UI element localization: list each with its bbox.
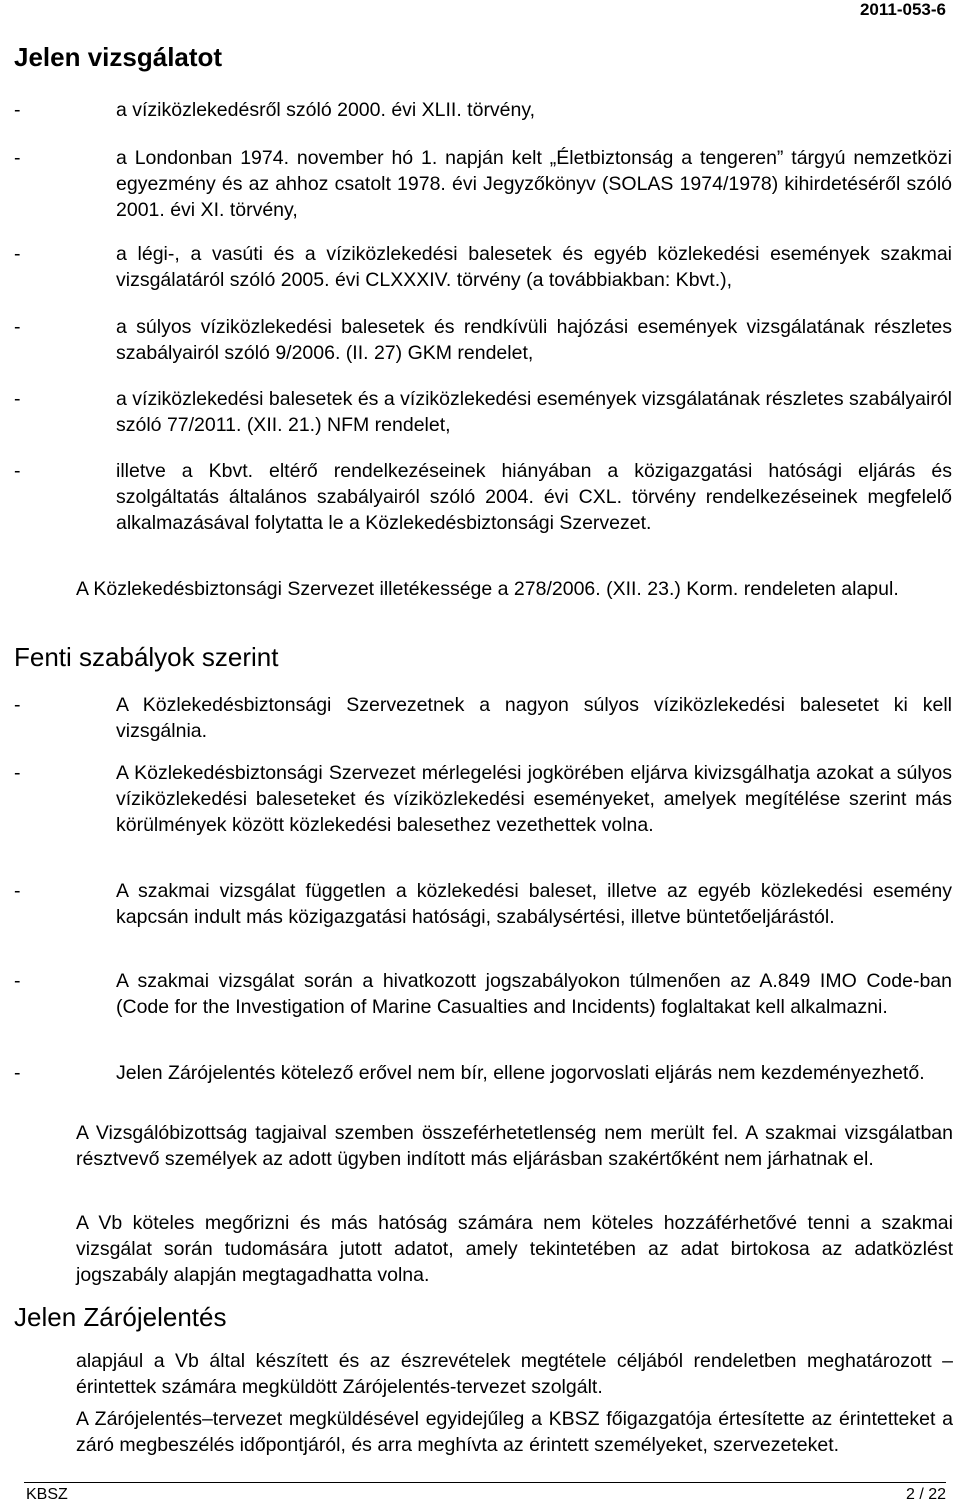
- page-footer: [24, 1482, 946, 1505]
- list-item: - a légi-, a vasúti és a víziközlekedési balesetek és egyéb közlekedési események szakmai vizsgálatáról szóló 2005. évi CLXXXIV. törvény (a továbbiakban: Kbvt.),: [14, 243, 952, 291]
- paragraph: A Zárójelentés–tervezet megküldésével egyidejűleg a KBSZ főigazgatója értesítette az érintetteket a záró megbeszélés időpontjáról, és arra meghívta az érintett személyeket, szervezeteket.: [76, 1408, 953, 1456]
- list-bullet: -: [14, 880, 21, 902]
- page-number: 2 / 22: [905, 1486, 946, 1503]
- list-item: - A szakmai vizsgálat független a közlekedési baleset, illetve az egyéb közlekedési esemény kapcsán indult más közigazgatási hatósági, szabálysértési, illetve büntetőeljárástól.: [14, 880, 952, 928]
- list-bullet: -: [14, 1062, 21, 1084]
- list-item: - a Londonban 1974. november hó 1. napján kelt „Életbiztonság a tengeren” tárgyú nemzetközi egyezmény és az ahhoz csatolt 1978. évi Jegyzőkönyv (SOLAS 1974/1978) kihirdetéséről szóló 2001. évi XI. törvény,: [14, 147, 952, 221]
- section-title-fenti-szabalyok: Fenti szabályok szerint: [14, 642, 279, 672]
- list-bullet: -: [14, 762, 21, 784]
- list-bullet: -: [14, 388, 21, 410]
- list-bullet: -: [14, 99, 21, 121]
- paragraph: A Közlekedésbiztonsági Szervezet illetékessége a 278/2006. (XII. 23.) Korm. rendeleten alapul.: [76, 578, 899, 600]
- list-bullet: -: [14, 694, 21, 716]
- list-item: - A Közlekedésbiztonsági Szervezetnek a nagyon súlyos víziközlekedési balesetet ki kell vizsgálnia.: [14, 694, 952, 742]
- list-item: - illetve a Kbvt. eltérő rendelkezéseinek hiányában a közigazgatási hatósági eljárás és szolgáltatás általános szabályairól szóló 2004. évi CXL. törvény rendelkezéseinek megfelelő alkalmazásával folytatta le a Közlekedésbiztonsági Szervezet.: [14, 460, 952, 534]
- list-item: - a víziközlekedési balesetek és a víziközlekedési események vizsgálatának részletes szabályairól szóló 77/2011. (XII. 21.) NFM rendelet,: [14, 388, 952, 436]
- list-bullet: -: [14, 316, 21, 338]
- list-item: - A szakmai vizsgálat során a hivatkozott jogszabályokon túlmenően az A.849 IMO Code-ban (Code for the Investigation of Marine Casualties and Incidents) foglaltakat kell alkalmazni.: [14, 970, 952, 1018]
- footer-org: KBSZ: [26, 1486, 68, 1503]
- paragraph: A Vb köteles megőrizni és más hatóság számára nem köteles hozzáférhetővé tenni a szakmai vizsgálat során tudomására jutott adatot, amely tekintetében az adat birtokosa az adatközlést jogszabály alapján megtagadhatta volna.: [76, 1212, 953, 1286]
- list-bullet: -: [14, 970, 21, 992]
- list-item: - a súlyos víziközlekedési balesetek és rendkívüli hajózási események vizsgálatának részletes szabályairól szóló 9/2006. (II. 27) GKM rendelet,: [14, 316, 952, 364]
- list-item: - Jelen Zárójelentés kötelező erővel nem bír, ellene jogorvoslati eljárás nem kezdeményezhető.: [14, 1062, 925, 1084]
- section-title-jelen-zarojelentes: Jelen Zárójelentés: [14, 1302, 227, 1332]
- paragraph: alapjául a Vb által készített és az észrevételek megtétele céljából rendeletben meghatározott – érintettek számára megküldött Zárójelentés-tervezet szolgált.: [76, 1350, 953, 1398]
- list-bullet: -: [14, 460, 21, 482]
- paragraph: A Vizsgálóbizottság tagjaival szemben összeférhetetlenség nem merült fel. A szakmai vizsgálatban résztvevő személyek az adott ügyben indított más eljárásban szakértőként nem járhatnak el.: [76, 1122, 953, 1170]
- list-bullet: -: [14, 147, 21, 169]
- list-item: - A Közlekedésbiztonsági Szervezet mérlegelési jogkörében eljárva kivizsgálhatja azokat a súlyos víziközlekedési baleseteket és víziközlekedési eseményeket, amelyek megítélése szerint más körülmények között közlekedési balesethez vezethettek volna.: [14, 762, 952, 836]
- list-bullet: -: [14, 243, 21, 265]
- section-title-jelen-vizsgalatot: Jelen vizsgálatot: [14, 42, 223, 72]
- list-item: - a víziközlekedésről szóló 2000. évi XLII. törvény,: [14, 99, 536, 121]
- document-id: 2011-053-6: [859, 0, 946, 19]
